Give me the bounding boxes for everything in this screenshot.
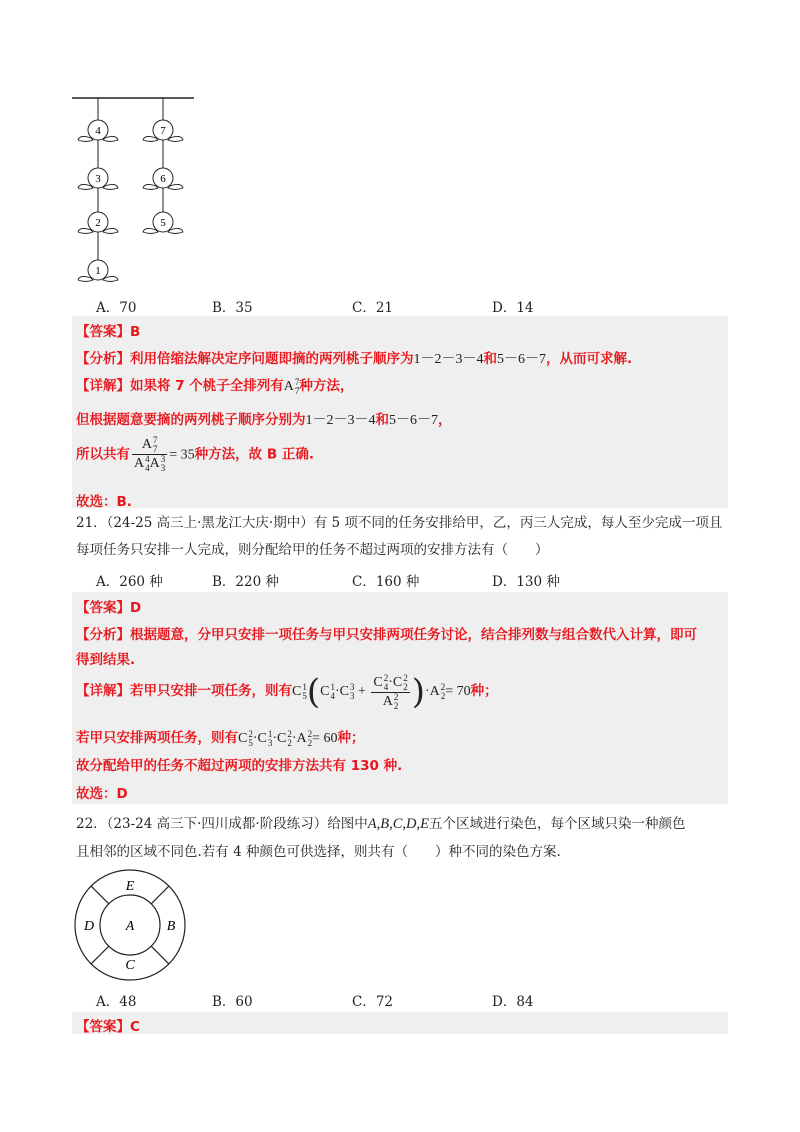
q20-answer-block	[72, 316, 728, 508]
region-label-e: E	[125, 879, 135, 894]
q21-answer-block	[72, 592, 728, 804]
analysis-tag: 【分析】	[76, 627, 130, 643]
peach-1	[78, 260, 118, 282]
answer-tag: 【答案】	[76, 600, 130, 616]
peach-label: 1	[95, 265, 101, 277]
and-word: 和	[483, 351, 497, 367]
q22-option-d: D．84	[492, 994, 534, 1010]
detail-text: 但根据题意要摘的两列桃子顺序分别为	[76, 412, 306, 428]
q21-detail-line-2	[76, 726, 365, 748]
q20-option-c: C．21	[352, 300, 394, 316]
q20-answer-line	[76, 320, 140, 340]
stem-text: 五个区域进行染色，每个区域只染一种颜色	[428, 816, 686, 832]
answer-tag: 【答案】	[76, 1019, 130, 1035]
fraction-formula: A 7 7 A 4 4 A 3 3	[134, 435, 166, 473]
q21-stem: 21．（24-25 高三上·黑龙江大庆·期中）有 5 项不同的任务安排给甲，乙，丙三人完成，每人至少完成一项且每项任务只安排一人完成，则分配给甲的任务不超过两项的安排方法有（ ）	[76, 515, 723, 558]
region-label-d: D	[83, 919, 95, 934]
answer-tag: 【答案】	[76, 324, 130, 340]
q20-analysis-line	[76, 347, 632, 368]
answer-value: C	[130, 1019, 140, 1035]
detail-text: 所以共有	[76, 446, 130, 463]
region-label-a: A	[125, 919, 135, 934]
region-label-b: B	[166, 919, 176, 934]
analysis-text: 利用倍缩法解决定序问题即摘的两列桃子顺序为	[130, 351, 414, 367]
divider	[151, 886, 169, 904]
peach-label: 2	[95, 217, 101, 229]
formula-combination: C 1 5 (C 1 4 ·C 3 3 + C 2 4 ·C 2 2 A 2 2 )·A 2 2	[292, 672, 446, 712]
region-label-c: C	[125, 958, 135, 973]
detail-tag: 【详解】	[76, 683, 130, 700]
detail-text: 如果将 7 个桃子全排列有	[130, 378, 284, 394]
q22-stem-line-1	[76, 812, 685, 833]
sequence-1: 1－2－3－4	[413, 352, 484, 367]
sequence-1: 1－2－3－4	[305, 413, 376, 428]
sequence-2: 5－6－7	[497, 352, 546, 367]
q20-option-b: B．35	[212, 300, 253, 316]
q21-conclusion: 故选：D	[76, 786, 128, 802]
formula-result: = 35	[169, 447, 195, 463]
detail-tag: 【详解】	[76, 378, 130, 394]
divider	[151, 946, 169, 964]
q20-option-a: A．70	[96, 300, 137, 316]
analysis-tag: 【分析】	[76, 351, 130, 367]
analysis-text: 根据题意，分甲只安排一项任务与甲只安排两项任务讨论，结合排列数与组合数代入计算，即可	[130, 627, 697, 643]
q21-detail-line-1	[76, 672, 498, 712]
ring-region-diagram	[70, 868, 190, 986]
q20-detail-line-1	[76, 374, 353, 396]
q20-detail-line-2	[76, 408, 452, 429]
peach-label: 6	[160, 173, 166, 185]
q20-conclusion: 故选：B.	[76, 494, 132, 510]
q21-option-c: C．160 种	[352, 574, 420, 590]
peach-6	[143, 168, 183, 190]
q21-option-d: D．130 种	[492, 574, 560, 590]
and-word: 和	[375, 412, 389, 428]
sequence-2: 5－6－7	[389, 413, 438, 428]
detail-text-end: 种方法，故 B 正确.	[194, 446, 314, 463]
q22-option-c: C．72	[352, 994, 394, 1010]
q21-option-a: A．260 种	[96, 574, 163, 590]
q22-option-b: B．60	[212, 994, 253, 1010]
q21-analysis-line-2: 得到结果.	[76, 652, 136, 668]
q21-answer-line	[76, 596, 141, 616]
detail-text-end: 种；	[337, 730, 365, 746]
q21-detail-line-3: 故分配给甲的任务不超过两项的安排方法共有 130 种.	[76, 758, 403, 774]
detail-text-end: 种方法，	[299, 378, 354, 394]
divider	[91, 946, 109, 964]
peach-label: 4	[95, 125, 101, 137]
stem-regions: A,B,C,D,E	[367, 816, 429, 832]
detail-text: 若甲只安排一项任务，则有	[130, 683, 292, 700]
divider	[91, 886, 109, 904]
q22-stem-line-2: 且相邻的区域不同色.若有 4 种颜色可供选择，则共有（ ）种不同的染色方案.	[76, 844, 561, 860]
detail-text-end: 种；	[470, 683, 498, 700]
answer-value: B	[130, 324, 141, 340]
peach-label: 7	[160, 125, 166, 137]
peach-3	[78, 168, 118, 190]
q20-detail-line-3	[76, 436, 314, 473]
q20-option-d: D．14	[492, 300, 534, 316]
q22-answer-line	[76, 1015, 140, 1035]
formula-a77: A 7 7	[283, 376, 300, 396]
q21-option-b: B．220 种	[212, 574, 279, 590]
detail-text-end: ，	[438, 412, 452, 428]
q21-analysis-line-1	[76, 623, 697, 643]
peach-label: 3	[95, 173, 101, 185]
analysis-text-end: ，从而可求解.	[546, 351, 633, 367]
peach-7	[143, 120, 183, 142]
peach-2	[78, 212, 118, 234]
formula-result: = 60	[312, 731, 338, 746]
peach-4	[78, 120, 118, 142]
answer-value: D	[130, 600, 142, 616]
detail-text: 若甲只安排两项任务，则有	[76, 730, 238, 746]
q22-option-a: A．48	[96, 994, 137, 1010]
q22-answer-block	[72, 1012, 728, 1034]
formula-result: = 70	[445, 684, 471, 700]
stem-text: 22．（23-24 高三下·四川成都·阶段练习）给图中	[76, 816, 368, 832]
peach-figure	[70, 92, 200, 292]
formula-combination-2: C 2 5 ·C 1 3 ·C 2 2 ·A 2 2	[238, 728, 313, 748]
peach-5	[143, 212, 183, 234]
peach-label: 5	[160, 217, 166, 229]
